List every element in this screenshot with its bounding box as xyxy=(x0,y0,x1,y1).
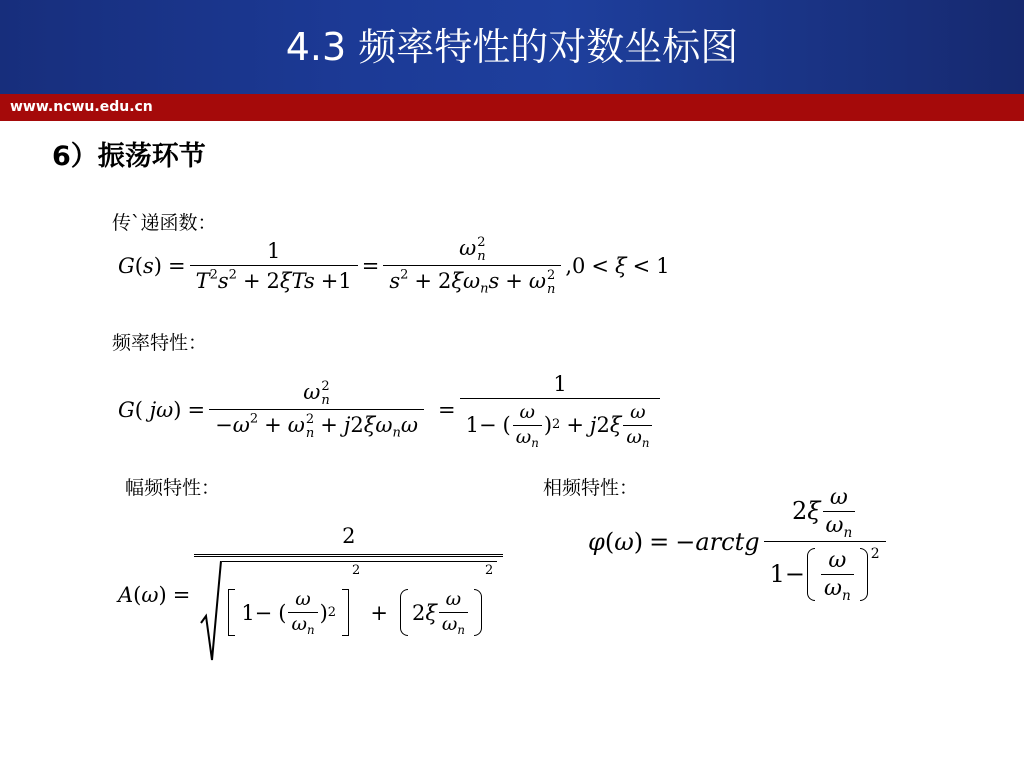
magnitude-formula: A(ω) = 2 1− ( $\frac{\omega}{\omega_n}$ ) 2 2 + 2 ξ $\frac{\omega}{\omega_n}$ 2 xyxy=(118,524,507,666)
title-bar xyxy=(0,0,1024,94)
phase-formula: φ(ω) = −arctg 2 ξ $\frac{\omega}{\omega_n}$ 1− $\frac{\omega}{\omega_n}$ 2 xyxy=(588,485,890,601)
radical-sign xyxy=(200,561,222,661)
frequency-characteristic-formula: G( jω) = ω 2 n $-\omega^2 + \omega$ 2 n + $j2\xi\omega_n\omega$ = 1 1− ( $\frac{\omega}{\omega_n}$ ) 2 + j 2 ξ $\frac{\omega}{\omega_n}$ xyxy=(118,372,664,449)
section-heading: 6）振荡环节 xyxy=(52,141,206,172)
frequency-characteristic-label: 频率特性： xyxy=(112,332,208,354)
transfer-function-label: 传`递函数： xyxy=(112,212,217,234)
transfer-function-formula: G(s) = $\frac{1}{T^2s^2 + 2\xi Ts +1}$ = ω 2 n $s^2 + 2\xi\omega_ns + \omega$ 2 n ,0 < ξ < 1 xyxy=(118,235,670,298)
page-title: 4.3 频率特性的对数坐标图 xyxy=(285,25,739,69)
url-bar xyxy=(0,94,1024,121)
site-url: www.ncwu.edu.cn xyxy=(10,99,153,115)
magnitude-label: 幅频特性： xyxy=(125,477,221,499)
phase-label: 相频特性： xyxy=(543,477,639,499)
